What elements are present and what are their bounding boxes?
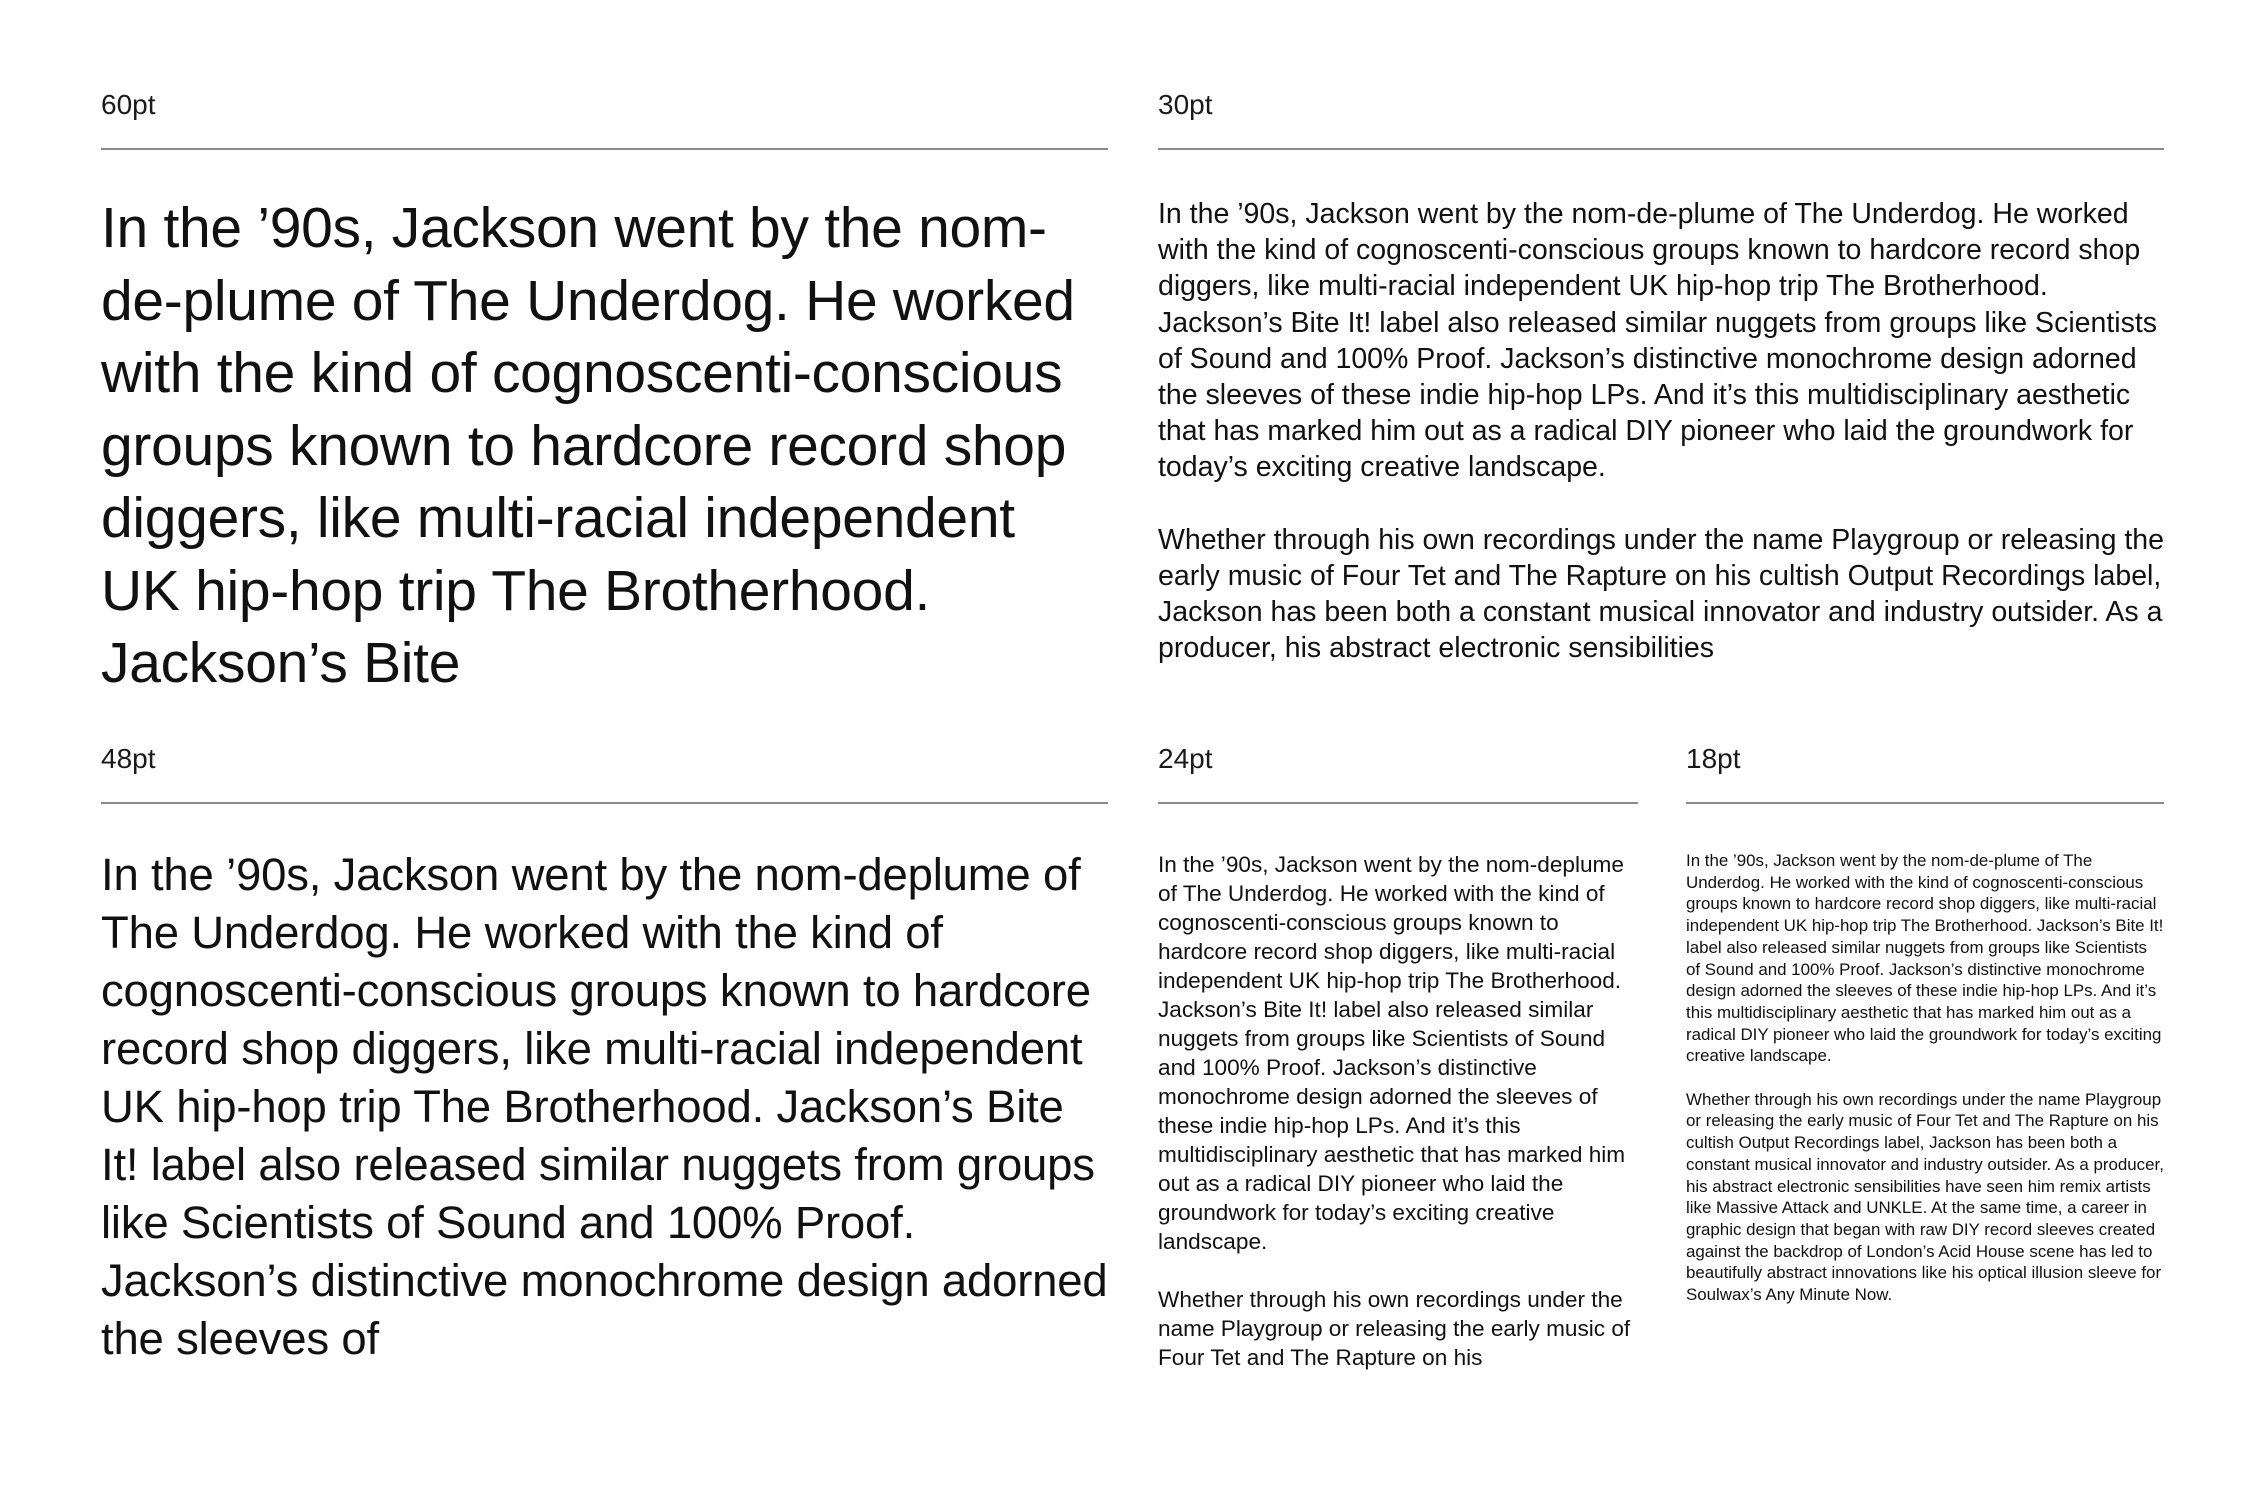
paragraph: Whether through his own recordings under the name Playgroup or releasing the early music of Four Tet and The Rapture on his — [1158, 1287, 1631, 1370]
size-label-60pt: 60pt — [101, 89, 156, 120]
sample-text-24pt — [1158, 850, 1638, 1370]
divider-18pt — [1686, 802, 2164, 804]
divider-60pt — [101, 148, 1108, 150]
size-label-24pt: 24pt — [1158, 743, 1213, 774]
size-label-18pt: 18pt — [1686, 743, 1741, 774]
sample-text-48pt — [101, 846, 1108, 1376]
paragraph: In the ’90s, Jackson went by the nom-deplume of The Underdog. He worked with the kind of cognoscenti-conscious groups known to hardcore record shop diggers, like multi-racial independent UK hip-hop trip The Brotherhood. Jackson’s Bite It! label also released similar nuggets from groups like Scientists of Sound and 100% Proof. Jackson’s distinctive monochrome design adorned the sleeves of — [101, 849, 1108, 1364]
specimen-24pt — [1158, 742, 1638, 1382]
sample-text-18pt — [1686, 850, 2164, 1370]
paragraph: In the ’90s, Jackson went by the nom-de-plume of The Underdog. He worked with the kind of cognoscenti-conscious groups known to hardcore record shop diggers, like multi-racial independent UK hip-hop trip The Brotherhood. Jackson’s Bite — [101, 196, 1075, 695]
specimen-18pt — [1686, 742, 2164, 1382]
sample-text-30pt — [1158, 196, 2164, 696]
divider-30pt — [1158, 148, 2164, 150]
paragraph: In the ’90s, Jackson went by the nom-deplume of The Underdog. He worked with the kind of cognoscenti-conscious groups known to hardcore record shop diggers, like multi-racial independent UK hip-hop trip The Brotherhood. Jackson’s Bite It! label also released similar nuggets from groups like Scientists of Sound and 100% Proof. Jackson’s distinctive monochrome design adorned the sleeves of these indie hip-hop LPs. And it’s this multidisciplinary aesthetic that has marked him out as a radical DIY pioneer who laid the groundwork for today’s exciting creative landscape. — [1158, 852, 1626, 1254]
divider-48pt — [101, 802, 1108, 804]
specimen-30pt — [1158, 88, 2164, 698]
divider-24pt — [1158, 802, 1638, 804]
specimen-60pt — [101, 88, 1108, 698]
paragraph: In the ’90s, Jackson went by the nom-de-plume of The Underdog. He worked with the kind of cognoscenti-conscious groups known to hardcore record shop diggers, like multi-racial independent UK hip-hop trip The Brotherhood. Jackson’s Bite It! label also released similar nuggets from groups like Scientists of Sound and 100% Proof. Jackson’s distinctive monochrome design adorned the sleeves of these indie hip-hop LPs. And it’s this multidisciplinary aesthetic that has marked him out as a radical DIY pioneer who laid the groundwork for today’s exciting creative landscape. — [1158, 198, 2158, 484]
specimen-48pt — [101, 742, 1108, 1382]
size-label-48pt: 48pt — [101, 743, 156, 774]
paragraph: Whether through his own recordings under the name Playgroup or releasing the early music of Four Tet and The Rapture on his cultish Output Recordings label, Jackson has been both a constant musical innovator and industry outsider. As a producer, his abstract electronic sensibilities have seen him remix artists like Massive Attack and UNKLE. At the same time, a career in graphic design that began with raw DIY record sleeves created against the backdrop of London’s Acid House scene has led to beautifully abstract innovations like his optical illusion sleeve for Soulwax’s Any Minute Now. — [1686, 1089, 2164, 1305]
paragraph: Whether through his own recordings under the name Playgroup or releasing the early music of Four Tet and The Rapture on his cultish Output Recordings label, Jackson has been both a constant musical innovator and industry outsider. As a producer, his abstract electronic sensibilities — [1158, 523, 2164, 665]
sample-text-60pt — [101, 192, 1108, 698]
size-label-30pt: 30pt — [1158, 89, 1213, 120]
paragraph: In the ’90s, Jackson went by the nom-de-plume of The Underdog. He worked with the kind of cognoscenti-conscious groups known to hardcore record shop diggers, like multi-racial independent UK hip-hop trip The Brotherhood. Jackson’s Bite It! label also released similar nuggets from groups like Scientists of Sound and 100% Proof. Jackson’s distinctive monochrome design adorned the sleeves of these indie hip-hop LPs. And it’s this multidisciplinary aesthetic that has marked him out as a radical DIY pioneer who laid the groundwork for today’s exciting creative landscape. — [1686, 851, 2164, 1066]
